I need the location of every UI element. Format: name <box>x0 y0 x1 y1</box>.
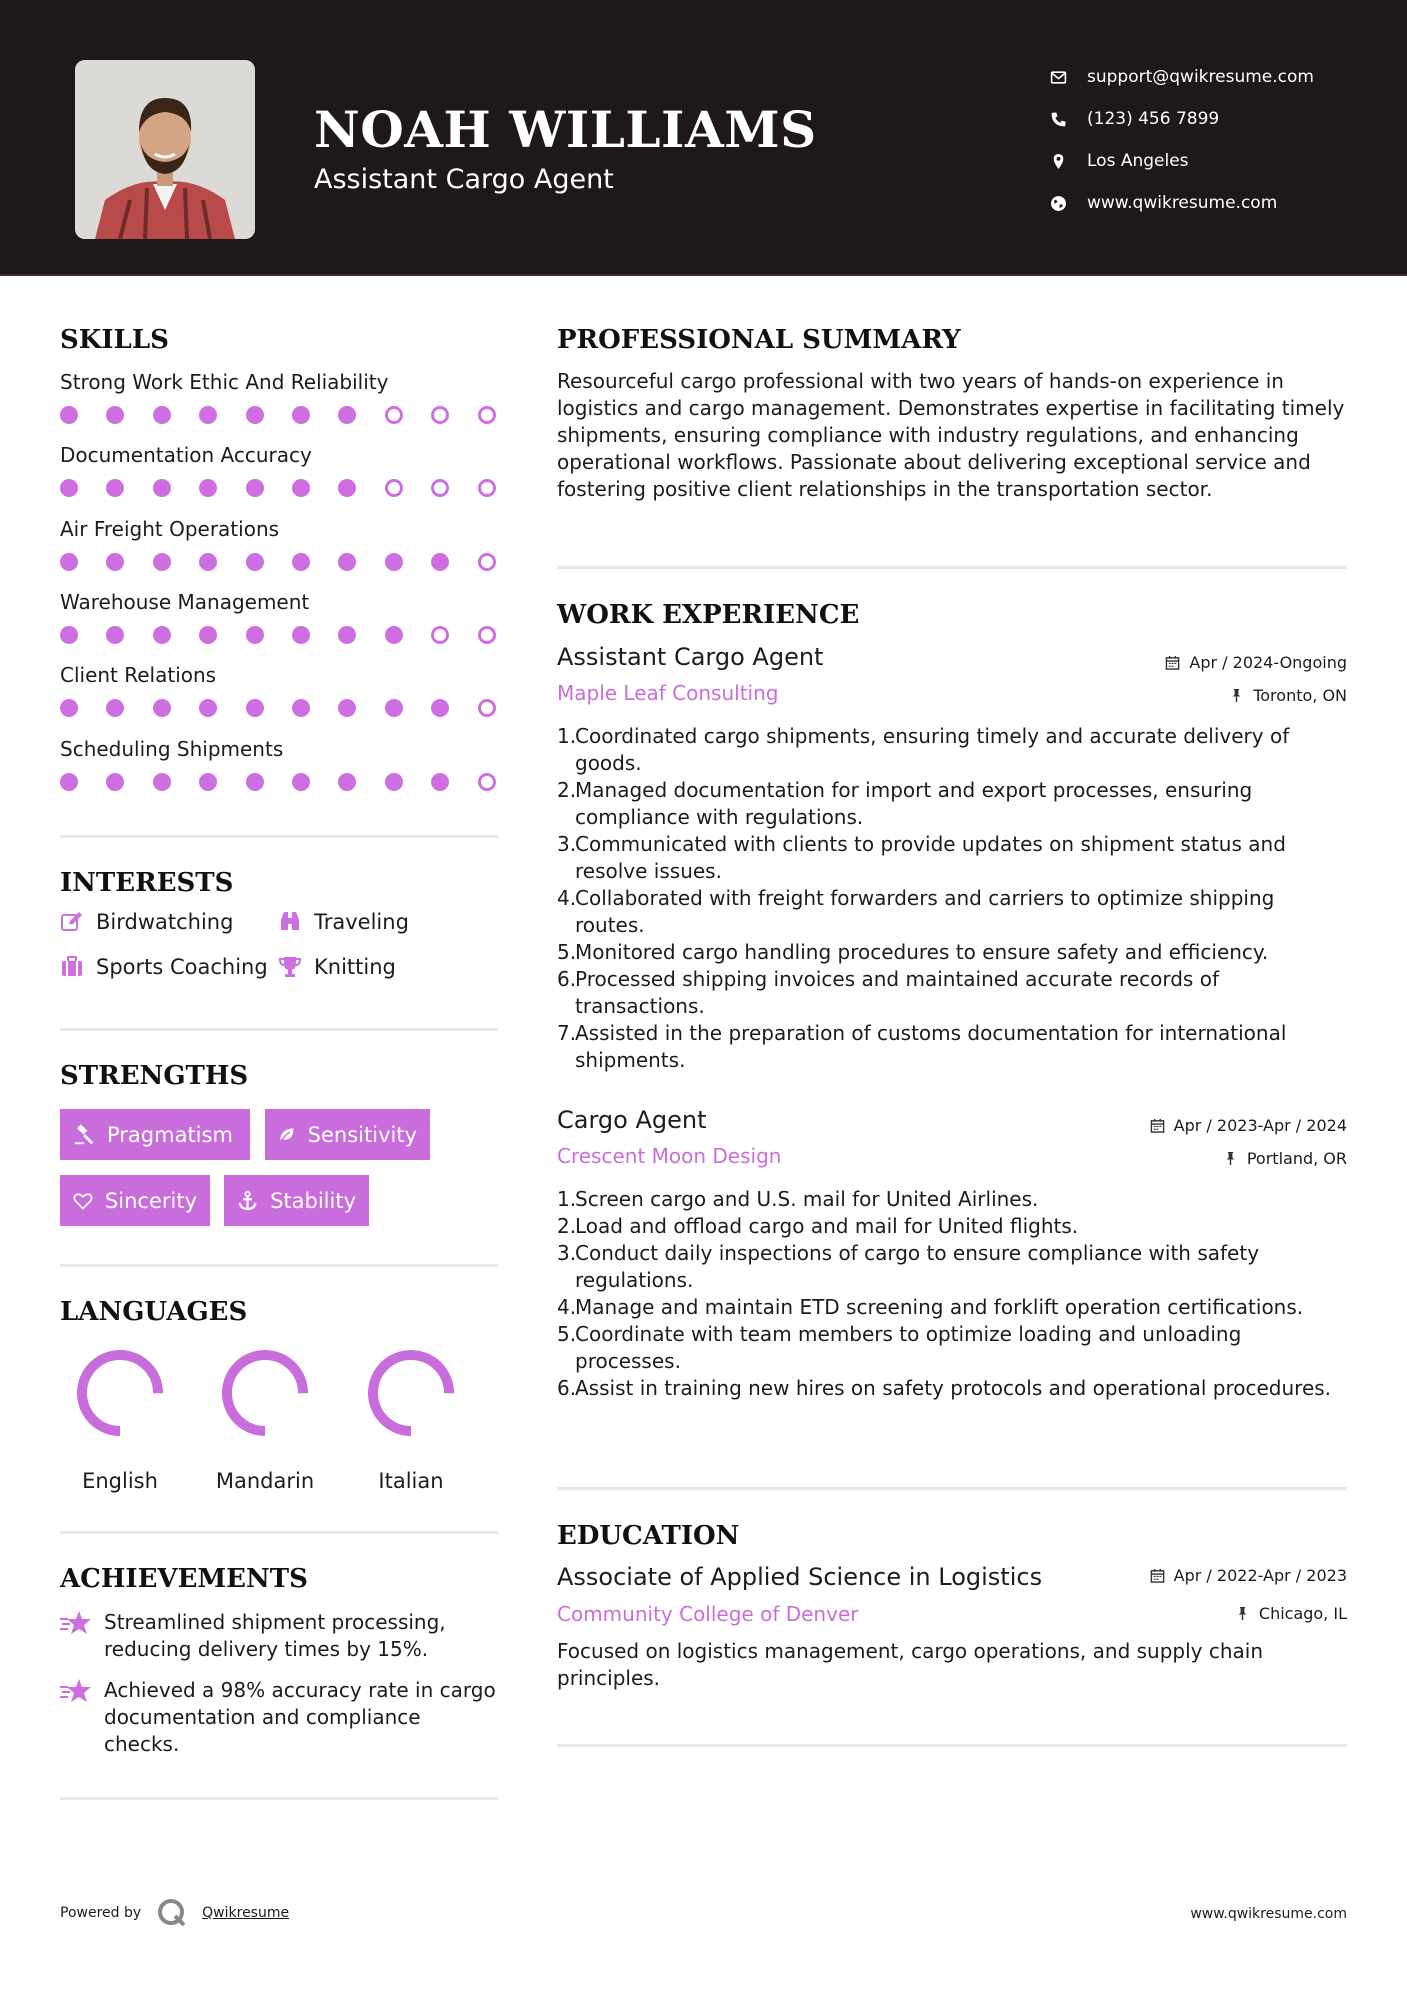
duty-item <box>557 966 1347 1020</box>
divider <box>60 1531 498 1534</box>
job-location: Portland, OR <box>1223 1149 1347 1168</box>
summary-heading: PROFESSIONAL SUMMARY <box>557 325 961 355</box>
binoculars-icon <box>278 910 302 934</box>
language-progress-arc <box>82 1355 158 1431</box>
rating-dot-filled <box>292 406 310 424</box>
rating-dot-empty <box>478 773 496 791</box>
divider <box>557 566 1347 569</box>
rating-dot-filled <box>60 479 78 497</box>
rating-dot-filled <box>246 699 264 717</box>
skill-name: Documentation Accuracy <box>60 443 312 468</box>
job-location: Toronto, ON <box>1229 686 1347 705</box>
trophy-icon <box>278 955 302 979</box>
duty-item <box>557 1186 1347 1213</box>
pin-icon <box>1229 688 1244 703</box>
duty-item <box>557 885 1347 939</box>
calendar-icon <box>1150 1568 1165 1583</box>
rating-dot-filled <box>385 626 403 644</box>
rating-dot-filled <box>60 626 78 644</box>
contact-email[interactable] <box>1050 56 1380 98</box>
heart-icon <box>73 1190 93 1212</box>
profile-photo <box>75 60 255 239</box>
education-heading: EDUCATION <box>557 1521 740 1551</box>
duty-number: 6. <box>557 967 577 991</box>
rating-dot-empty <box>478 699 496 717</box>
contact-website[interactable] <box>1050 182 1380 224</box>
skill-name: Strong Work Ethic And Reliability <box>60 370 389 394</box>
rating-dot-filled <box>60 699 78 717</box>
duty-text: Coordinated cargo shipments, ensuring timely and accurate delivery of goods. <box>575 724 1290 775</box>
duty-text: Processed shipping invoices and maintained accurate records of transactions. <box>575 967 1219 1018</box>
rating-dot-empty <box>478 479 496 497</box>
rating-dot-filled <box>246 553 264 571</box>
phone-icon <box>1050 111 1067 128</box>
divider <box>557 1744 1347 1747</box>
rating-dot-empty <box>385 406 403 424</box>
pin-icon <box>1223 1151 1238 1166</box>
duty-text: Manage and maintain ETD screening and forklift operation certifications. <box>575 1295 1304 1319</box>
calendar-icon <box>1165 655 1180 670</box>
duty-text: Coordinate with team members to optimize loading and unloading processes. <box>575 1322 1242 1373</box>
map-marker-icon <box>1050 153 1067 170</box>
duty-text: Screen cargo and U.S. mail for United Airlines. <box>575 1187 1039 1211</box>
skill-rating <box>60 553 500 573</box>
duty-text: Conduct daily inspections of cargo to ensure compliance with safety regulations. <box>575 1241 1260 1292</box>
duty-item <box>557 939 1347 966</box>
skill-rating <box>60 773 500 793</box>
rating-dot-filled <box>60 773 78 791</box>
duty-list <box>557 723 1347 1074</box>
qwikresume-link[interactable]: Qwikresume <box>202 1905 290 1921</box>
education-location: Chicago, IL <box>1235 1604 1347 1623</box>
gavel-icon <box>73 1124 95 1146</box>
rating-dot-empty <box>431 406 449 424</box>
duty-number: 5. <box>557 940 577 964</box>
strength-tag: Stability <box>224 1175 369 1226</box>
language-item <box>210 1345 320 1493</box>
candidate-title: Assistant Cargo Agent <box>314 164 614 195</box>
skill-name: Warehouse Management <box>60 589 310 614</box>
envelope-icon <box>1050 69 1067 86</box>
rating-dot-filled <box>106 773 124 791</box>
rating-dot-filled <box>153 479 171 497</box>
interest-item: Traveling <box>278 910 409 934</box>
rating-dot-empty <box>431 479 449 497</box>
duty-item <box>557 1294 1347 1321</box>
rating-dot-filled <box>338 406 356 424</box>
duty-number: 1. <box>557 1187 577 1211</box>
globe-icon <box>1050 195 1067 212</box>
job-dates: Apr / 2024-Ongoing <box>1165 653 1347 672</box>
duty-item <box>557 831 1347 885</box>
divider <box>557 1487 1347 1490</box>
rating-dot-filled <box>153 406 171 424</box>
rating-dot-filled <box>199 626 217 644</box>
rating-dot-filled <box>246 626 264 644</box>
strength-tag: Sincerity <box>60 1175 210 1226</box>
rating-dot-filled <box>292 553 310 571</box>
skill-name: Client Relations <box>60 663 217 688</box>
company-name: Crescent Moon Design <box>557 1144 782 1168</box>
rating-dot-filled <box>153 699 171 717</box>
duty-number: 1. <box>557 724 577 748</box>
duty-number: 3. <box>557 1241 577 1265</box>
duty-item <box>557 777 1347 831</box>
rating-dot-empty <box>431 626 449 644</box>
calendar-icon <box>1150 1118 1165 1133</box>
skill-name: Scheduling Shipments <box>60 736 284 761</box>
rating-dot-filled <box>106 626 124 644</box>
phone-text: (123) 456 7899 <box>1087 109 1220 129</box>
language-item <box>65 1345 175 1493</box>
leaf-icon <box>278 1124 296 1146</box>
divider <box>60 1028 498 1031</box>
rating-dot-empty <box>478 553 496 571</box>
language-progress-ring <box>363 1345 459 1441</box>
contact-info <box>1050 56 1380 224</box>
job-dates: Apr / 2023-Apr / 2024 <box>1150 1116 1347 1135</box>
divider <box>60 1264 498 1267</box>
rating-dot-filled <box>338 479 356 497</box>
rating-dot-filled <box>292 479 310 497</box>
rating-dot-filled <box>199 406 217 424</box>
website-text: www.qwikresume.com <box>1087 193 1278 213</box>
email-text: support@qwikresume.com <box>1087 67 1314 87</box>
rating-dot-filled <box>246 773 264 791</box>
duty-number: 2. <box>557 1214 577 1238</box>
duty-text: Assisted in the preparation of customs documentation for international shipments. <box>575 1021 1287 1072</box>
rating-dot-filled <box>385 773 403 791</box>
briefcase-icon <box>60 955 84 979</box>
star-icon <box>60 1609 92 1637</box>
duty-text: Load and offload cargo and mail for United flights. <box>575 1214 1079 1238</box>
strength-tag: Sensitivity <box>265 1109 430 1160</box>
qwikresume-logo-icon <box>157 1898 187 1928</box>
language-progress-ring <box>72 1345 168 1441</box>
strengths-heading: STRENGTHS <box>60 1061 249 1091</box>
interest-item: Knitting <box>278 955 396 979</box>
rating-dot-filled <box>431 773 449 791</box>
duty-text: Monitored cargo handling procedures to ensure safety and efficiency. <box>575 940 1269 964</box>
rating-dot-filled <box>199 699 217 717</box>
duty-item <box>557 723 1347 777</box>
contact-location <box>1050 140 1380 182</box>
job-title: Assistant Cargo Agent <box>557 643 824 671</box>
experience-heading: WORK EXPERIENCE <box>557 600 860 630</box>
skill-rating <box>60 406 500 426</box>
language-progress-ring <box>217 1345 313 1441</box>
rating-dot-filled <box>292 626 310 644</box>
footer-powered-by: Powered by Qwikresume <box>60 1898 289 1928</box>
rating-dot-filled <box>60 553 78 571</box>
rating-dot-filled <box>199 773 217 791</box>
edit-icon <box>60 910 84 934</box>
rating-dot-filled <box>338 773 356 791</box>
duty-number: 2. <box>557 778 577 802</box>
degree-title: Associate of Applied Science in Logistics <box>557 1563 1043 1591</box>
rating-dot-empty <box>478 626 496 644</box>
rating-dot-filled <box>338 626 356 644</box>
candidate-name: NOAH WILLIAMS <box>314 100 817 159</box>
duty-text: Communicated with clients to provide updates on shipment status and resolve issues. <box>575 832 1286 883</box>
rating-dot-filled <box>60 406 78 424</box>
rating-dot-filled <box>106 479 124 497</box>
rating-dot-filled <box>385 699 403 717</box>
rating-dot-filled <box>431 553 449 571</box>
skills-heading: SKILLS <box>60 325 169 355</box>
language-name: Italian <box>378 1469 444 1493</box>
rating-dot-filled <box>292 699 310 717</box>
strength-tag: Pragmatism <box>60 1109 250 1160</box>
duty-number: 4. <box>557 1295 577 1319</box>
skill-name: Air Freight Operations <box>60 516 280 541</box>
rating-dot-filled <box>338 553 356 571</box>
rating-dot-filled <box>153 553 171 571</box>
resume-header <box>0 0 1407 276</box>
language-progress-arc <box>227 1355 303 1431</box>
duty-text: Assist in training new hires on safety protocols and operational procedures. <box>575 1376 1332 1400</box>
divider <box>60 835 498 838</box>
star-icon <box>60 1677 92 1705</box>
skill-rating <box>60 626 500 646</box>
rating-dot-filled <box>338 699 356 717</box>
duty-number: 3. <box>557 832 577 856</box>
rating-dot-filled <box>153 773 171 791</box>
languages-heading: LANGUAGES <box>60 1297 248 1327</box>
language-item <box>356 1345 466 1493</box>
school-name: Community College of Denver <box>557 1602 859 1626</box>
rating-dot-filled <box>106 699 124 717</box>
duty-item <box>557 1020 1347 1074</box>
company-name: Maple Leaf Consulting <box>557 681 779 705</box>
duty-item <box>557 1375 1347 1402</box>
education-description: Focused on logistics management, cargo operations, and supply chain principles. <box>557 1639 1264 1690</box>
rating-dot-filled <box>106 406 124 424</box>
duty-list <box>557 1186 1347 1402</box>
duty-item <box>557 1321 1347 1375</box>
job-title: Cargo Agent <box>557 1106 707 1134</box>
rating-dot-filled <box>431 699 449 717</box>
education-dates: Apr / 2022-Apr / 2023 <box>1150 1566 1347 1585</box>
duty-item <box>557 1213 1347 1240</box>
rating-dot-filled <box>199 553 217 571</box>
language-name: Mandarin <box>215 1469 315 1493</box>
contact-phone[interactable] <box>1050 98 1380 140</box>
skill-rating <box>60 479 500 499</box>
footer-website[interactable]: www.qwikresume.com <box>1190 1906 1347 1922</box>
interest-item: Sports Coaching <box>60 955 268 979</box>
summary-text: Resourceful cargo professional with two years of hands-on experience in logistics and cargo management. Demonstrates expertise in facilitating timely shipments, ensuring compliance with industry regulations, and enhancing operational workflows. Passionate about delivering exceptional service and fostering positive client relationships in the transportation sector. <box>557 369 1345 501</box>
anchor-icon <box>237 1190 258 1212</box>
rating-dot-filled <box>246 479 264 497</box>
duty-number: 6. <box>557 1376 577 1400</box>
divider <box>60 1797 498 1800</box>
language-name: English <box>82 1469 158 1493</box>
duty-number: 7. <box>557 1021 577 1045</box>
interests-heading: INTERESTS <box>60 868 234 898</box>
duty-number: 4. <box>557 886 577 910</box>
skill-rating <box>60 699 500 719</box>
location-text: Los Angeles <box>1087 151 1189 171</box>
duty-item <box>557 1240 1347 1294</box>
duty-text: Collaborated with freight forwarders and carriers to optimize shipping routes. <box>575 886 1275 937</box>
achievements-heading: ACHIEVEMENTS <box>60 1564 308 1594</box>
pin-icon <box>1235 1606 1250 1621</box>
rating-dot-filled <box>199 479 217 497</box>
rating-dot-empty <box>385 479 403 497</box>
duty-text: Managed documentation for import and export processes, ensuring compliance with regulations. <box>575 778 1253 829</box>
interest-item: Birdwatching <box>60 910 233 934</box>
rating-dot-filled <box>246 406 264 424</box>
duty-number: 5. <box>557 1322 577 1346</box>
achievement-item: Achieved a 98% accuracy rate in cargo documentation and compliance checks. <box>60 1677 500 1758</box>
rating-dot-empty <box>478 406 496 424</box>
rating-dot-filled <box>153 626 171 644</box>
rating-dot-filled <box>385 553 403 571</box>
rating-dot-filled <box>292 773 310 791</box>
achievement-item: Streamlined shipment processing, reducing delivery times by 15%. <box>60 1609 500 1663</box>
language-progress-arc <box>373 1355 449 1431</box>
rating-dot-filled <box>106 553 124 571</box>
